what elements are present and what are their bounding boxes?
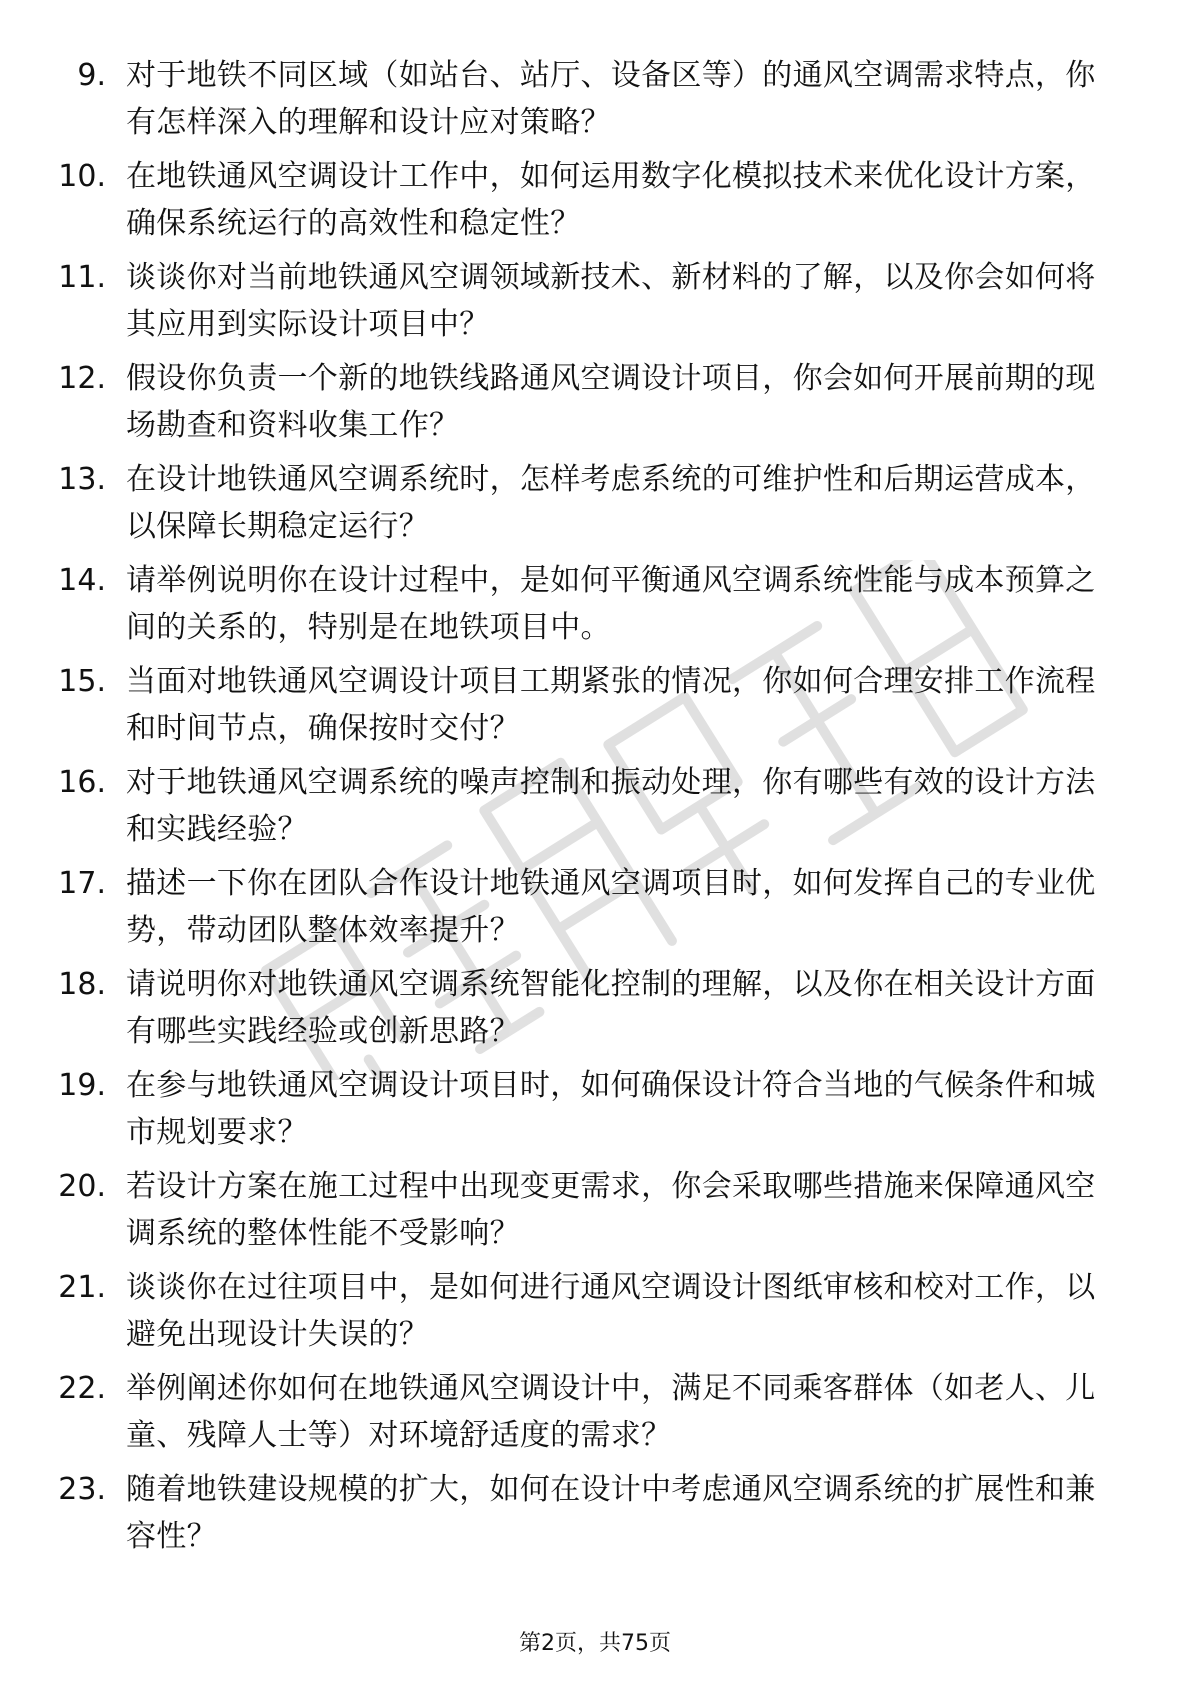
question-text: 随着地铁建设规模的扩大，如何在设计中考虑通风空调系统的扩展性和兼容性？ <box>126 1472 1096 1554</box>
question-item <box>0 557 1190 658</box>
question-item <box>0 456 1190 557</box>
question-item <box>0 759 1190 860</box>
question-number: 11. <box>58 260 106 295</box>
question-text: 描述一下你在团队合作设计地铁通风空调项目时，如何发挥自己的专业优势，带动团队整体效率提升？ <box>126 866 1096 948</box>
question-number: 12. <box>58 361 106 396</box>
question-item <box>0 1264 1190 1365</box>
question-number: 10. <box>58 159 106 194</box>
question-number: 14. <box>58 563 106 598</box>
question-text: 若设计方案在施工过程中出现变更需求，你会采取哪些措施来保障通风空调系统的整体性能不受影响？ <box>126 1169 1096 1251</box>
question-text: 请说明你对地铁通风空调系统智能化控制的理解，以及你在相关设计方面有哪些实践经验或创新思路？ <box>126 967 1096 1049</box>
question-text: 假设你负责一个新的地铁线路通风空调设计项目，你会如何开展前期的现场勘查和资料收集工作？ <box>126 361 1096 443</box>
question-text: 请举例说明你在设计过程中，是如何平衡通风空调系统性能与成本预算之间的关系的，特别是在地铁项目中。 <box>126 563 1096 645</box>
question-item <box>0 961 1190 1062</box>
question-item <box>0 658 1190 759</box>
question-item <box>0 860 1190 961</box>
question-item <box>0 1365 1190 1466</box>
question-number: 13. <box>58 462 106 497</box>
page-footer: 第2页，共75页 <box>519 1631 671 1656</box>
question-number: 22. <box>58 1371 106 1406</box>
question-number: 17. <box>58 866 106 901</box>
question-text: 谈谈你对当前地铁通风空调领域新技术、新材料的了解，以及你会如何将其应用到实际设计项目中？ <box>126 260 1096 342</box>
question-number: 19. <box>58 1068 106 1103</box>
question-number: 16. <box>58 765 106 800</box>
question-item <box>0 1466 1190 1567</box>
question-text: 在设计地铁通风空调系统时，怎样考虑系统的可维护性和后期运营成本，以保障长期稳定运行？ <box>126 462 1096 544</box>
question-text: 对于地铁通风空调系统的噪声控制和振动处理，你有哪些有效的设计方法和实践经验？ <box>126 765 1096 847</box>
question-item <box>0 355 1190 456</box>
question-number: 15. <box>58 664 106 699</box>
question-text: 在参与地铁通风空调设计项目时，如何确保设计符合当地的气候条件和城市规划要求？ <box>126 1068 1096 1150</box>
question-number: 18. <box>58 967 106 1002</box>
question-number: 20. <box>58 1169 106 1204</box>
question-item <box>0 1163 1190 1264</box>
question-text: 在地铁通风空调设计工作中，如何运用数字化模拟技术来优化设计方案，确保系统运行的高效性和稳定性？ <box>126 159 1096 241</box>
question-list <box>0 52 1190 1567</box>
question-item <box>0 1062 1190 1163</box>
question-number: 23. <box>58 1472 106 1507</box>
question-text: 当面对地铁通风空调设计项目工期紧张的情况，你如何合理安排工作流程和时间节点，确保按时交付？ <box>126 664 1096 746</box>
question-text: 举例阐述你如何在地铁通风空调设计中，满足不同乘客群体（如老人、儿童、残障人士等）对环境舒适度的需求？ <box>126 1371 1096 1453</box>
question-number: 21. <box>58 1270 106 1305</box>
question-text: 对于地铁不同区域（如站台、站厅、设备区等）的通风空调需求特点，你有怎样深入的理解和设计应对策略？ <box>126 58 1096 140</box>
question-item <box>0 52 1190 153</box>
question-number: 9. <box>77 58 106 93</box>
question-item <box>0 254 1190 355</box>
question-item <box>0 153 1190 254</box>
question-text: 谈谈你在过往项目中，是如何进行通风空调设计图纸审核和校对工作，以避免出现设计失误的？ <box>126 1270 1096 1352</box>
